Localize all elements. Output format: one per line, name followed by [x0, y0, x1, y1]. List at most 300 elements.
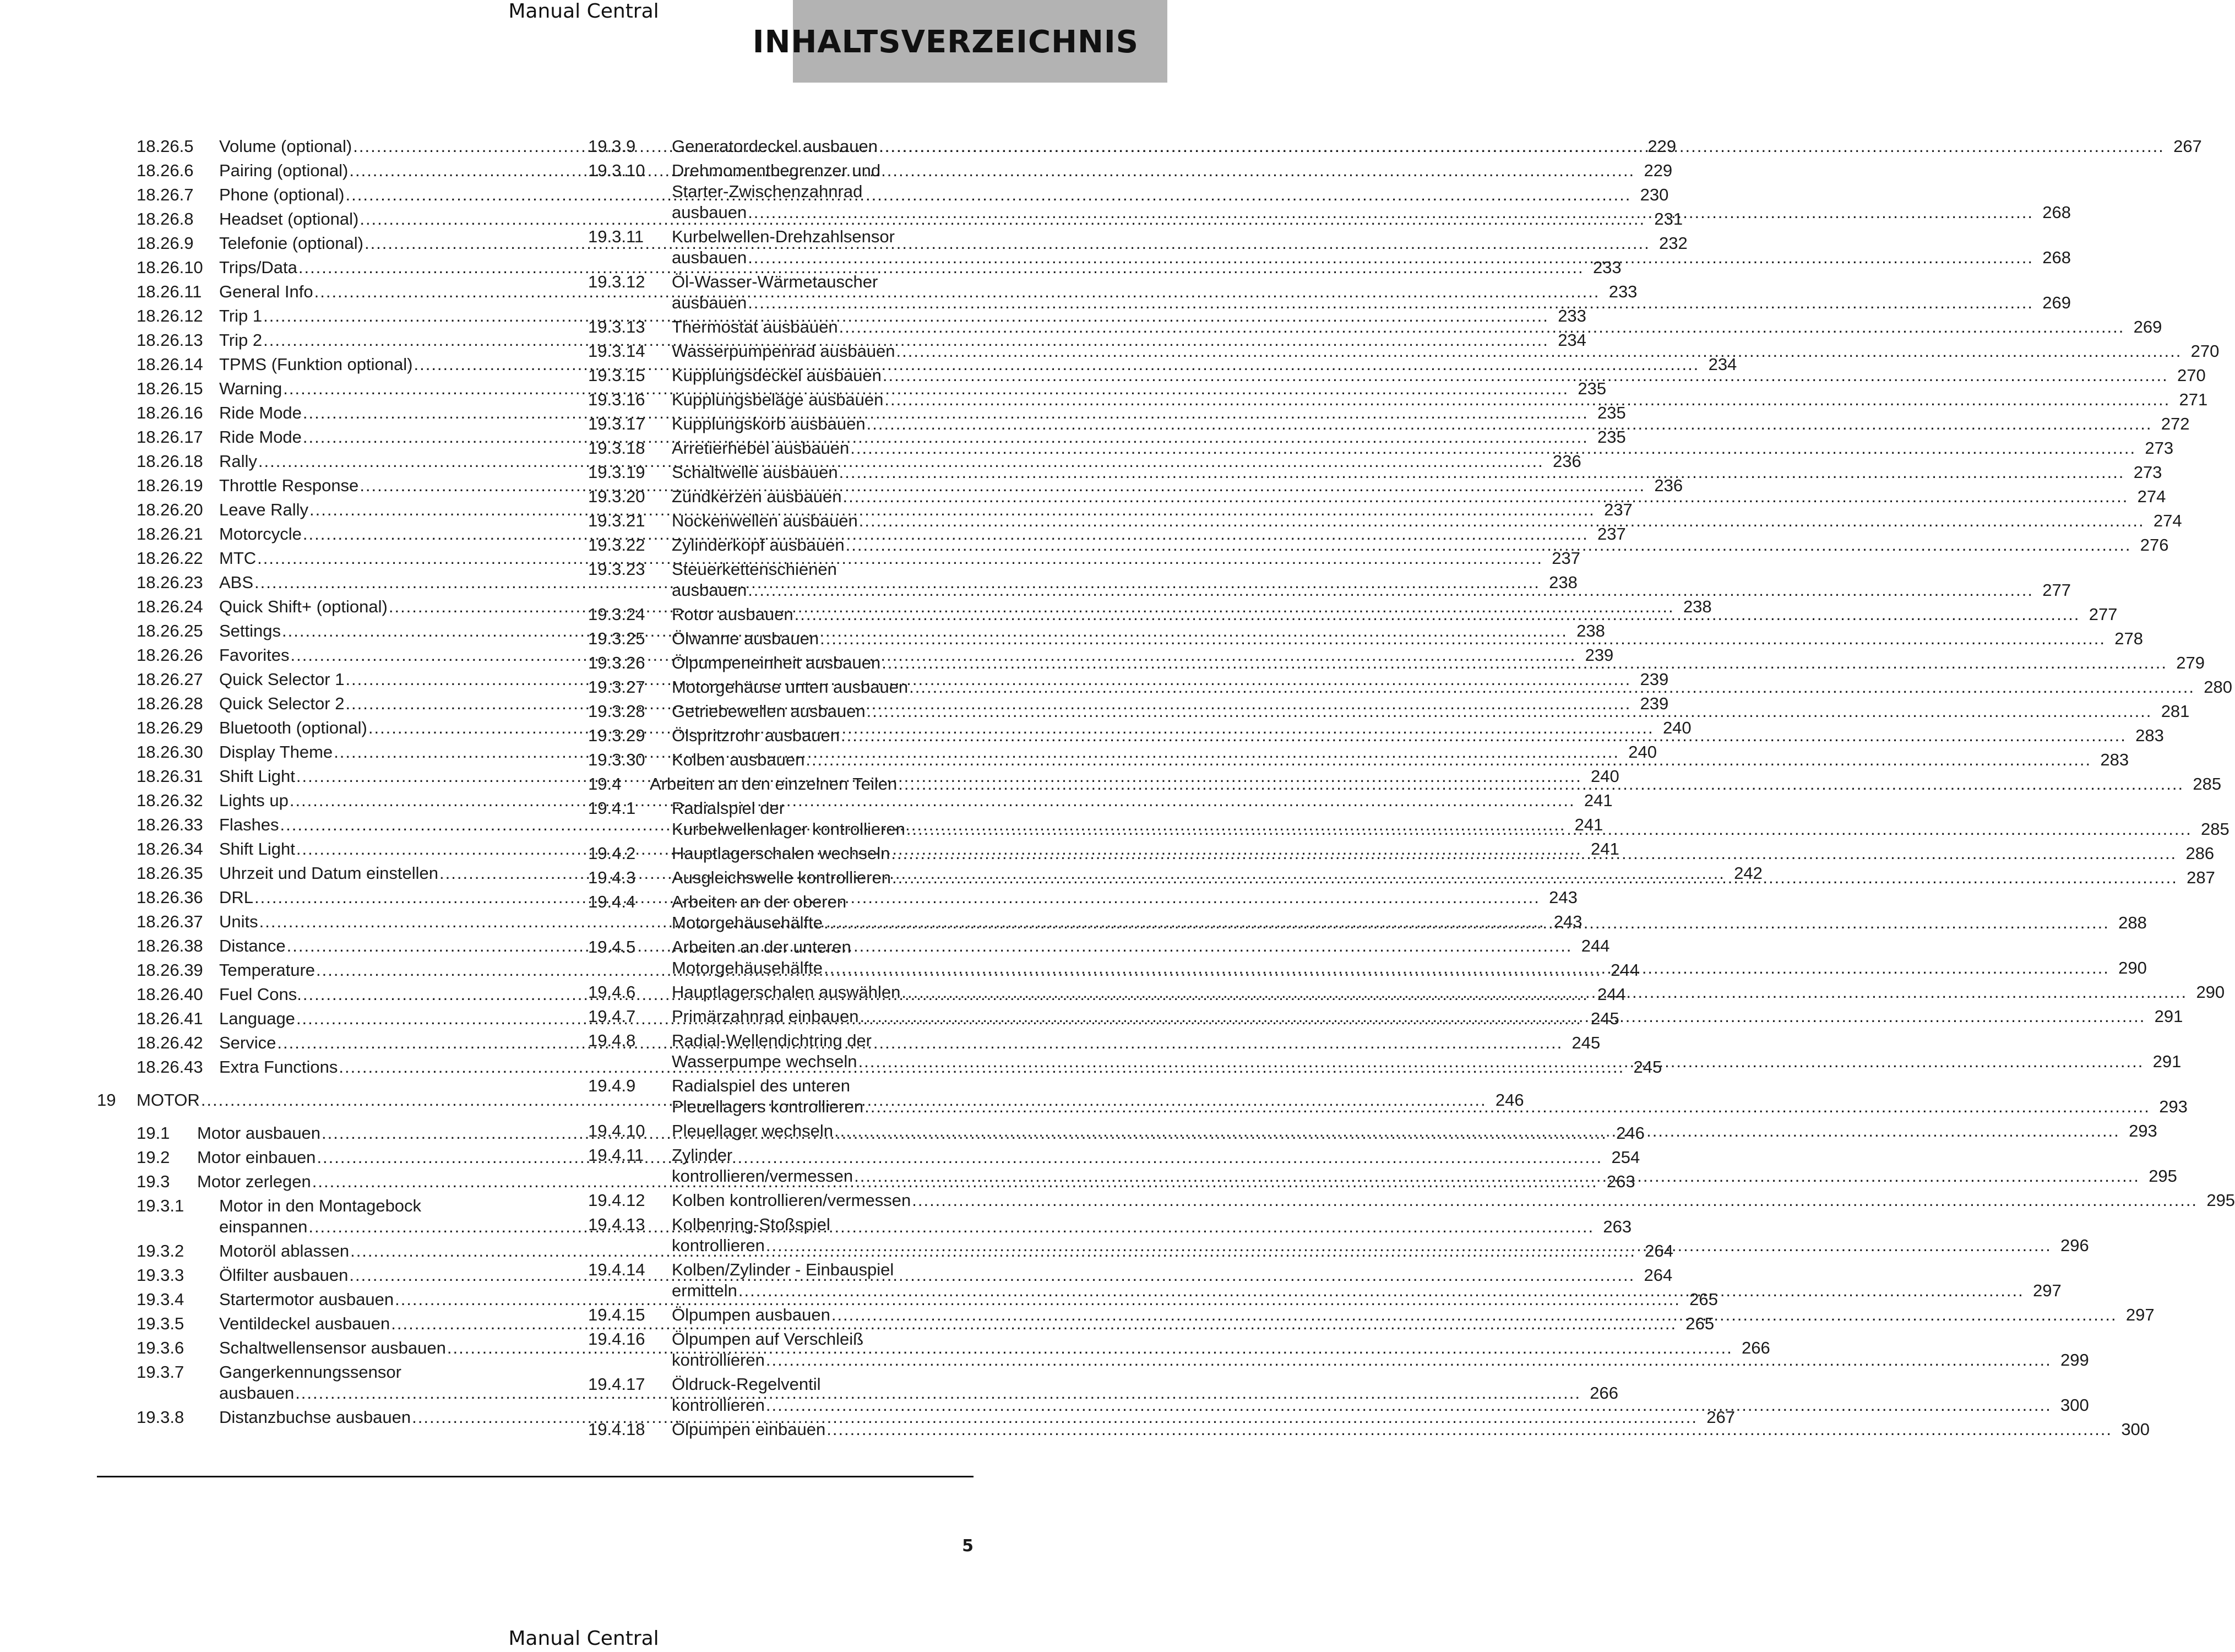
toc-entry-title: Ride Mode: [219, 427, 302, 447]
toc-entry-page: 263: [1603, 1217, 1632, 1236]
dot-leader: [882, 653, 2167, 673]
toc-entry-page: 264: [1644, 1265, 1673, 1285]
toc-entry-title: kontrollieren: [672, 1350, 765, 1370]
toc-entry-page: 241: [1584, 791, 1613, 810]
toc-entry-page: 291: [2154, 1007, 2183, 1026]
toc-entry[interactable]: [588, 317, 2162, 338]
toc-entry-page: 272: [2161, 414, 2190, 433]
toc-entry-title: Wasserpumpe wechseln: [672, 1052, 857, 1071]
toc-entry-page: 238: [1576, 621, 1605, 640]
dot-leader: [826, 1419, 2112, 1440]
toc-entry[interactable]: [97, 1407, 1735, 1428]
toc-entry-title: Radialspiel der: [672, 798, 785, 818]
toc-entry-number: 18.26.31: [137, 767, 203, 786]
toc-entry-title: Hauptlagerschalen auswählen: [672, 982, 901, 1002]
toc-entry-page: 245: [1571, 1033, 1601, 1052]
toc-entry-title: Ride Mode: [219, 403, 302, 422]
toc-entry-title: Pairing (optional): [219, 161, 349, 180]
dot-leader: [883, 365, 2168, 386]
toc-entry-title: Shift Light: [219, 839, 295, 858]
toc-entry-title: Motor ausbauen: [197, 1123, 321, 1143]
toc-entry-number: 18.26.42: [137, 1033, 203, 1052]
toc-entry-number: 18.26.8: [137, 209, 194, 229]
dot-leader: [901, 982, 2187, 1003]
toc-entry-page: 264: [1645, 1241, 1673, 1260]
toc-entry-page: 277: [2042, 580, 2071, 600]
toc-entry-number: 18.26.35: [137, 863, 203, 883]
toc-entry-page: 263: [1606, 1172, 1635, 1191]
toc-entry-number: 19.3.3: [137, 1265, 184, 1285]
toc-entry-title: Kurbelwellen-Drehzahlsensor: [672, 227, 895, 246]
toc-entry-title: ermitteln: [672, 1281, 737, 1300]
toc-entry-title: MTC: [219, 548, 257, 568]
dot-leader: [898, 774, 2184, 795]
toc-entry-number: 18.26.29: [137, 718, 203, 737]
toc-entry-page: 235: [1597, 403, 1626, 422]
toc-entry-page: 232: [1659, 233, 1688, 253]
toc-entry[interactable]: [588, 438, 2174, 459]
toc-entry-number: 18.26.40: [137, 985, 203, 1004]
dot-leader: [867, 414, 2152, 434]
toc-entry-page: 293: [2129, 1121, 2157, 1140]
toc-entry-number: 19.3.20: [588, 487, 645, 506]
toc-entry-page: 297: [2125, 1305, 2155, 1324]
dot-leader: [858, 1051, 2144, 1072]
dot-leader: [896, 341, 2182, 362]
toc-entry[interactable]: [97, 451, 1581, 472]
toc-entry-number: 19.3.16: [588, 390, 645, 409]
toc-entry-title: Arbeiten an der oberen: [672, 892, 847, 911]
toc-entry-title: kontrollieren: [672, 1395, 765, 1415]
toc-entry-page: 295: [2149, 1166, 2177, 1186]
toc-entry-title: Motorcycle: [219, 524, 302, 544]
dot-leader: [859, 510, 2145, 531]
toc-entry-number: 18.26.27: [137, 670, 203, 689]
toc-entry-page: 241: [1590, 839, 1619, 858]
toc-entry-title: Rotor ausbauen: [672, 605, 793, 624]
toc-entry-page: 286: [2185, 844, 2215, 863]
toc-entry-page: 237: [1604, 500, 1633, 519]
dot-leader: [843, 486, 2129, 507]
toc-entry-number: 18.26.19: [137, 476, 203, 495]
toc-entry-page: 254: [1611, 1148, 1640, 1167]
toc-entry-number: 18.26.17: [137, 427, 203, 447]
toc-entry-title: Units: [219, 912, 258, 931]
toc-entry-title: Starter-Zwischenzahnrad: [672, 182, 863, 201]
toc-entry-page: 236: [1553, 452, 1581, 471]
toc-entry-number: 18.26.33: [137, 815, 203, 834]
dot-leader: [879, 136, 2165, 157]
toc-entry-page: 268: [2042, 248, 2071, 267]
toc-entry-page: 230: [1640, 185, 1669, 204]
toc-entry-page: 291: [2152, 1052, 2182, 1071]
toc-entry-page: 234: [1708, 355, 1737, 374]
toc-entry-title: Motoröl ablassen: [219, 1241, 350, 1260]
dot-leader: [748, 247, 2033, 268]
toc-entry-title: Motor zerlegen: [197, 1172, 311, 1191]
toc-entry-title: Distanzbuchse ausbauen: [219, 1408, 411, 1427]
toc-entry-number: 19.3.6: [137, 1338, 184, 1357]
dot-leader: [748, 580, 2033, 601]
toc-entry-title: ausbauen: [672, 248, 747, 267]
toc-entry-number: 18.26.15: [137, 379, 203, 398]
toc-entry-number: 18.26.12: [137, 306, 203, 325]
toc-entry-title: Kupplungsbeläge ausbauen: [672, 390, 884, 409]
toc-entry-title: Öl-Wasser-Wärmetauscher: [672, 272, 878, 291]
toc-entry-title: Headset (optional): [219, 209, 359, 229]
toc-entry-title: Arretierhebel ausbauen: [672, 438, 850, 458]
toc-entry-title: General Info: [219, 282, 313, 301]
toc-entry-number: 19.4.3: [588, 868, 636, 887]
toc-entry-title: Favorites: [219, 645, 290, 665]
dot-leader: [831, 1305, 2117, 1325]
toc-entry-title: Volume (optional): [219, 137, 352, 156]
toc-entry-number: 19.4.11: [588, 1145, 644, 1165]
toc-entry-number: 18.26.5: [137, 137, 194, 156]
toc-entry-page: 273: [2133, 463, 2162, 482]
toc-entry-title: Ausgleichswelle kontrollieren: [672, 868, 891, 887]
toc-entry-number: 19.4.9: [588, 1076, 636, 1095]
toc-entry-page: 246: [1495, 1090, 1524, 1110]
toc-entry-page: 238: [1683, 597, 1712, 616]
toc-entry-title: TPMS (Funktion optional): [219, 355, 413, 374]
toc-entry-page: 235: [1578, 379, 1607, 398]
toc-entry-title: Trips/Data: [219, 258, 297, 277]
toc-entry-title: Extra Functions: [219, 1057, 338, 1077]
section-title: INHALTSVERZEICHNIS: [752, 24, 1139, 60]
toc-entry-title: Flashes: [219, 815, 279, 834]
toc-entry-number: 18.26.21: [137, 524, 203, 544]
dot-leader: [839, 317, 2125, 338]
toc-entry[interactable]: [588, 365, 2206, 386]
toc-entry-number: 19.4.1: [588, 798, 636, 818]
toc-entry-title: Nockenwellen ausbauen: [672, 511, 858, 530]
dot-leader: [824, 912, 2109, 933]
dot-leader: [824, 958, 2109, 979]
dot-leader: [884, 389, 2170, 410]
toc-entry-number: 19.4.5: [588, 937, 636, 957]
toc-entry-page: 229: [1647, 137, 1677, 156]
toc-entry-title: Startermotor ausbauen: [219, 1290, 394, 1309]
toc-entry-title: Fuel Cons.: [219, 985, 302, 1004]
toc-entry-page: 300: [2060, 1395, 2089, 1415]
toc-entry-title: Quick Selector 2: [219, 694, 345, 713]
toc-entry-number: 18.26.25: [137, 621, 203, 640]
toc-entry-page: 267: [2173, 137, 2202, 156]
toc-entry-title: einspannen: [219, 1217, 308, 1236]
header-banner: [752, 0, 1167, 83]
toc-entry-number: 18.26.20: [137, 500, 203, 519]
toc-entry-title: Shift Light: [219, 767, 295, 786]
toc-entry-number: 19.2: [137, 1148, 170, 1167]
toc-entry-page: 240: [1628, 742, 1657, 762]
dot-leader: [846, 535, 2131, 556]
toc-entry-number: 19.3.29: [588, 726, 645, 745]
toc-entry-number: 18.26.37: [137, 912, 203, 931]
dot-leader: [806, 749, 2091, 770]
dot-leader: [795, 604, 2080, 625]
toc-entry-title: Trip 1: [219, 306, 263, 325]
toc-entry-title: Warning: [219, 379, 282, 398]
toc-entry-page: 274: [2137, 487, 2166, 506]
toc-entry-title: Ölspritzrohr ausbauen: [672, 726, 840, 745]
dot-leader: [766, 1350, 2052, 1371]
toc-entry-page: 266: [1741, 1338, 1770, 1357]
toc-entry-title: Öldruck-Regelventil: [672, 1374, 821, 1394]
toc-entry-title: Distance: [219, 936, 286, 955]
watermark-bottom: Manual Central: [508, 1627, 659, 1650]
dot-leader: [906, 819, 2192, 840]
toc-entry-page: 266: [1590, 1383, 1619, 1403]
toc-entry-page: 290: [2118, 958, 2147, 977]
toc-entry-title: Kolben ausbauen: [672, 750, 805, 769]
toc-entry-page: 279: [2176, 653, 2205, 672]
toc-entry-number: 19.1: [137, 1123, 170, 1143]
toc-entry-title: Gangerkennungssensor: [219, 1362, 401, 1382]
toc-entry-page: 241: [1574, 815, 1603, 834]
toc-entry-number: 19.3.17: [588, 414, 645, 433]
toc-entry[interactable]: [588, 462, 2162, 483]
toc-entry-page: 299: [2060, 1350, 2089, 1370]
toc-entry-number: 19.3.23: [588, 559, 645, 579]
toc-entry-title: Radial-Wellendichtring der: [672, 1031, 872, 1050]
toc-entry-number: 19: [97, 1090, 116, 1110]
toc-entry-page: 238: [1549, 573, 1578, 592]
toc-entry[interactable]: [588, 341, 2220, 362]
dot-leader: [909, 677, 2195, 698]
toc-entry-page: 274: [2153, 511, 2182, 530]
toc-entry-number: 18.26.13: [137, 330, 203, 350]
toc-entry[interactable]: [588, 1190, 2235, 1211]
toc-entry-title: Steuerkettenschienen: [672, 559, 837, 579]
toc-entry-page: 288: [2118, 913, 2147, 932]
dot-leader: [839, 462, 2125, 483]
toc-entry-number: 19.3.1: [137, 1196, 184, 1215]
toc-entry-number: 19.3.25: [588, 629, 645, 648]
toc-entry-title: Ölpumpen einbauen: [672, 1420, 826, 1439]
toc-entry-page: 265: [1685, 1314, 1715, 1333]
toc-entry-number: 19.3.27: [588, 677, 645, 697]
toc-entry-number: 19.4.6: [588, 982, 636, 1002]
toc-entry-title: Primärzahnrad einbauen: [672, 1007, 859, 1026]
toc-entry-number: 18.26.18: [137, 452, 203, 471]
toc-entry-title: Display Theme: [219, 742, 333, 762]
toc-entry-page: 233: [1592, 258, 1622, 277]
toc-entry-title: Generatordeckel ausbauen: [672, 137, 878, 156]
toc-entry-page: 268: [2042, 203, 2071, 222]
toc-entry[interactable]: [588, 510, 2182, 531]
toc-entry-title: Leave Rally: [219, 500, 308, 519]
toc-entry[interactable]: [97, 475, 1683, 496]
dot-leader: [860, 1006, 2146, 1027]
toc-entry-page: 281: [2161, 702, 2190, 721]
toc-entry-number: 19.4.16: [588, 1329, 645, 1349]
dot-leader: [891, 843, 2177, 864]
toc-entry-page: 243: [1553, 912, 1583, 931]
footer-rule: [97, 1476, 974, 1477]
toc-entry-title: Service: [219, 1033, 276, 1052]
toc-entry-title: Phone (optional): [219, 185, 345, 204]
dot-leader: [841, 725, 2127, 746]
toc-entry-page: 243: [1549, 888, 1578, 907]
toc-entry-number: 19.3.5: [137, 1314, 184, 1333]
toc-entry-title: Kurbelwellenlager kontrollieren: [672, 819, 905, 839]
toc-entry-page: 246: [1616, 1123, 1645, 1143]
toc-entry-page: 237: [1597, 524, 1626, 544]
toc-entry-number: 19.3.15: [588, 366, 645, 385]
toc-entry-title: Thermostat ausbauen: [672, 317, 838, 336]
dot-leader: [738, 1280, 2024, 1301]
toc-entry-page: 245: [1633, 1057, 1662, 1077]
toc-entry-number: 18.26.14: [137, 355, 203, 374]
toc-entry[interactable]: [97, 403, 1626, 423]
toc-entry-page: 233: [1558, 306, 1586, 325]
toc-entry-title: Kolbenring-Stoßspiel: [672, 1215, 830, 1234]
toc-entry-number: 18.26.9: [137, 233, 194, 253]
toc-entry-title: Motorgehäusehälfte: [672, 958, 823, 977]
toc-entry-page: 277: [2089, 605, 2118, 624]
toc-entry-title: Language: [219, 1009, 295, 1028]
toc-entry[interactable]: [588, 1419, 2150, 1440]
toc-entry-page: 242: [1734, 863, 1763, 883]
toc-entry-number: 19.4.13: [588, 1215, 645, 1234]
toc-entry-title: Ölpumpeneinheit ausbauen: [672, 653, 881, 672]
toc-entry-page: 231: [1654, 209, 1683, 229]
toc-entry-title: Pleuellager wechseln: [672, 1121, 833, 1140]
dot-leader: [748, 292, 2033, 313]
toc-entry-page: 280: [2204, 677, 2232, 697]
toc-entry-title: Trip 2: [219, 330, 263, 350]
toc-entry-title: kontrollieren: [672, 1236, 765, 1255]
toc-entry-title: ausbauen: [672, 203, 747, 222]
dot-leader: [820, 628, 2106, 649]
toc-entry-number: 18.26.34: [137, 839, 203, 858]
toc-entry-title: Telefonie (optional): [219, 233, 363, 253]
toc-entry-title: Kolben kontrollieren/vermessen: [672, 1191, 911, 1210]
toc-entry-number: 18.26.22: [137, 548, 203, 568]
toc-entry-title: Motor in den Montagebock: [219, 1196, 422, 1215]
toc-entry-number: 19.3.8: [137, 1408, 184, 1427]
toc-entry-page: 234: [1558, 330, 1586, 350]
toc-entry-number: 19.3.28: [588, 702, 645, 721]
toc-entry-title: DRL: [219, 888, 254, 907]
toc-entry-number: 19.3.12: [588, 272, 645, 291]
toc-entry-page: 229: [1644, 161, 1673, 180]
toc-entry-page: 287: [2187, 868, 2215, 887]
toc-entry[interactable]: [97, 499, 1633, 520]
toc-entry-number: 19.3.14: [588, 341, 645, 361]
toc-entry-title: Throttle Response: [219, 476, 359, 495]
toc-entry-page: 265: [1689, 1290, 1718, 1309]
toc-entry-page: 283: [2135, 726, 2164, 745]
toc-entry-number: 18.26.38: [137, 936, 203, 955]
toc-entry-page: 244: [1597, 985, 1626, 1004]
toc-entry-page: 235: [1597, 427, 1626, 447]
dot-leader: [912, 1190, 2198, 1211]
toc-entry-page: 278: [2114, 629, 2143, 648]
toc-entry-number: 19.4.14: [588, 1260, 645, 1279]
toc-entry-page: 236: [1654, 476, 1683, 495]
toc-entry-title: Hauptlagerschalen wechseln: [672, 844, 890, 863]
toc-entry-number: 19.4: [588, 774, 622, 794]
toc-entry-title: Kolben/Zylinder - Einbauspiel: [672, 1260, 894, 1279]
toc-entry-number: 18.26.6: [137, 161, 194, 180]
toc-entry-number: 18.26.28: [137, 694, 203, 713]
toc-entry-page: 270: [2190, 341, 2220, 361]
toc-entry-title: Schaltwellensensor ausbauen: [219, 1338, 446, 1357]
toc-entry-title: ausbauen: [672, 293, 747, 312]
toc-entry-number: 18.26.43: [137, 1057, 203, 1077]
toc-entry[interactable]: [588, 414, 2190, 434]
toc-entry[interactable]: [588, 535, 2169, 556]
toc-entry-number: 19.4.17: [588, 1374, 645, 1394]
toc-entry-number: 19.3.10: [588, 161, 645, 180]
toc-entry-title: Temperature: [219, 960, 316, 980]
toc-entry-number: 18.26.23: [137, 573, 203, 592]
toc-entry-title: Quick Shift+ (optional): [219, 597, 388, 616]
toc-entry-page: 285: [2193, 774, 2222, 794]
toc-entry-title: Uhrzeit und Datum einstellen: [219, 863, 439, 883]
toc-entry-title: Ölpumpen auf Verschleiß: [672, 1329, 864, 1349]
toc-entry-title: Ölwanne ausbauen: [672, 629, 819, 648]
dot-leader: [867, 701, 2152, 722]
toc-entry-page: 244: [1581, 936, 1610, 955]
toc-entry-number: 19.3.21: [588, 511, 645, 530]
toc-entry[interactable]: [97, 354, 1737, 375]
toc-entry-page: 237: [1552, 548, 1580, 568]
toc-entry-number: 19.4.8: [588, 1031, 636, 1050]
toc-entry-title: ausbauen: [672, 580, 747, 600]
toc-entry-title: MOTOR: [137, 1090, 200, 1110]
toc-entry-page: 240: [1662, 718, 1692, 737]
toc-entry-number: 19.3.4: [137, 1290, 184, 1309]
watermark-top: Manual Central: [508, 0, 659, 23]
toc-entry-page: 239: [1585, 645, 1614, 665]
toc-entry-number: 19.3.13: [588, 317, 645, 336]
toc-entry-title: Lights up: [219, 791, 289, 810]
toc-entry-page: 300: [2121, 1420, 2150, 1439]
toc-entry-title: Bluetooth (optional): [219, 718, 367, 737]
toc-entry-title: Arbeiten an den einzelnen Teilen: [650, 774, 898, 794]
toc-entry-title: ABS: [219, 573, 254, 592]
toc-entry-title: Quick Selector 1: [219, 670, 345, 689]
toc-entry-page: 285: [2201, 819, 2229, 839]
toc-entry-title: Zylinder: [672, 1145, 733, 1165]
toc-entry-page: 239: [1640, 670, 1669, 689]
toc-entry-title: Kupplungskorb ausbauen: [672, 414, 866, 433]
toc-entry-number: 19.3.30: [588, 750, 645, 769]
toc-entry-page: 269: [2042, 293, 2071, 312]
toc-entry-number: 19.3.19: [588, 463, 645, 482]
toc-entry-number: 19.4.12: [588, 1191, 645, 1210]
toc-entry-title: kontrollieren/vermessen: [672, 1166, 853, 1186]
toc-entry[interactable]: [97, 378, 1607, 399]
toc-entry-number: 19.3.9: [588, 137, 636, 156]
toc-entry-number: 19.4.7: [588, 1007, 636, 1026]
toc-entry-number: 19.4.15: [588, 1305, 645, 1324]
toc-entry-title: Arbeiten an der unteren: [672, 937, 851, 957]
toc-entry-number: 18.26.10: [137, 258, 203, 277]
dot-leader: [748, 202, 2033, 223]
toc-entry-title: ausbauen: [219, 1383, 295, 1403]
toc-entry-page: 283: [2100, 750, 2129, 769]
toc-entry-page: 239: [1640, 694, 1669, 713]
toc-entry-number: 18.26.16: [137, 403, 203, 422]
toc-entry-number: 19.3.26: [588, 653, 645, 672]
toc-entry[interactable]: [588, 486, 2166, 507]
toc-entry[interactable]: [588, 389, 2208, 410]
toc-entry-title: Radialspiel des unteren: [672, 1076, 850, 1095]
